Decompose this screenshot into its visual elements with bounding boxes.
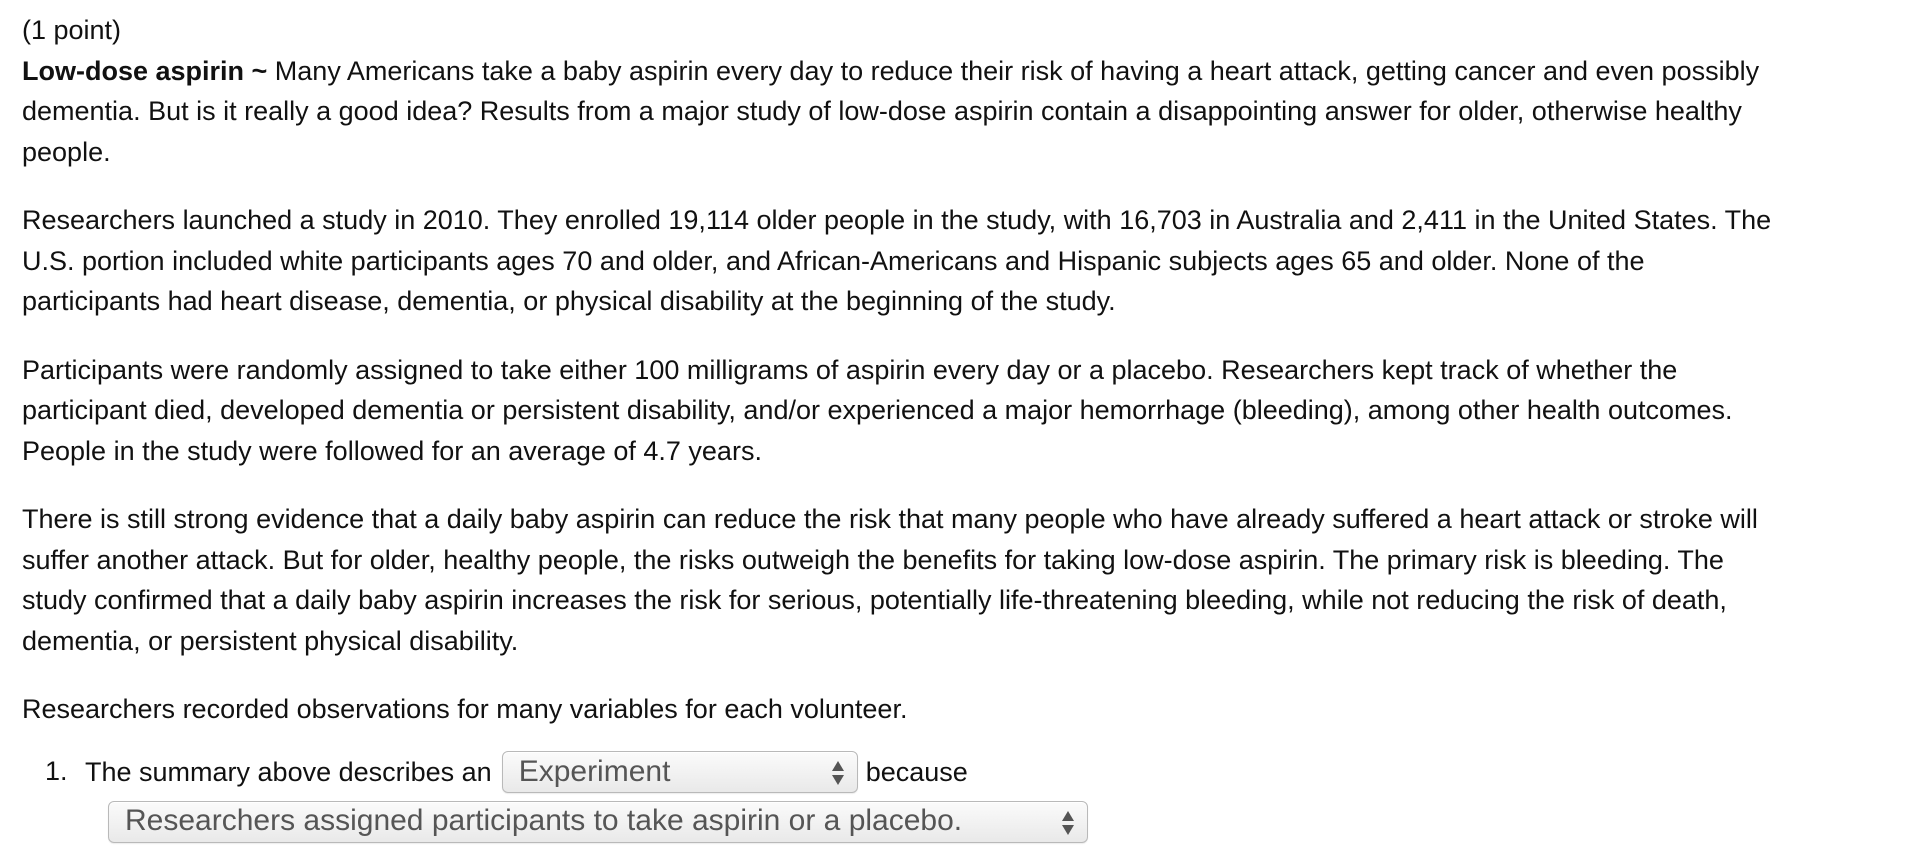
question-suffix: because <box>865 756 968 787</box>
intro-text: Many Americans take a baby aspirin every day to reduce their risk of having a heart attack, getting cancer and even possibly dementia. But is it really a good idea? Results from a major study of low-dose aspirin contain a disappointing answer for older, otherwise healthy people. <box>22 55 1760 167</box>
study-paragraph: Researchers launched a study in 2010. They enrolled 19,114 older people in the study, with 16,703 in Australia and 2,411 in the United States. The U.S. portion included white participants ages 70 and older, and African-Americans and Hispanic subjects ages 65 and older. None of the participants had heart disease, dementia, or physical disability at the beginning of the study. <box>22 205 1772 316</box>
question-list <box>22 748 1782 846</box>
question-1-reason-row <box>22 796 1782 846</box>
question-content <box>22 10 1782 846</box>
up-down-chevron-icon <box>831 759 845 787</box>
study-type-select[interactable] <box>502 751 858 793</box>
points-label: (1 point) <box>22 15 122 45</box>
intro-bold-lead: Low-dose aspirin ~ <box>22 55 268 86</box>
up-down-chevron-icon <box>1061 809 1075 837</box>
study-type-selected-value: Experiment <box>518 754 671 788</box>
findings-paragraph: There is still strong evidence that a daily baby aspirin can reduce the risk that many people who have already suffered a heart attack or stroke will suffer another attack. But for older, healthy people, the risks outweigh the benefits for taking low-dose aspirin. The primary risk is bleeding. The study confirmed that a daily baby aspirin increases the risk for serious, potentially life-threatening bleeding, while not reducing the risk of death, dementia, or persistent physical disability. <box>22 504 1758 656</box>
assignment-paragraph: Participants were randomly assigned to take either 100 milligrams of aspirin every day or a placebo. Researchers kept track of whether the participant died, developed dementia or persistent disability, and/or experienced a major hemorrhage (bleeding), among other health outcomes. People in the study were followed for an average of 4.7 years. <box>22 354 1733 466</box>
reason-selected-value: Researchers assigned participants to take aspirin or a placebo. <box>125 804 963 838</box>
question-item-1 <box>22 748 1782 846</box>
reason-select[interactable] <box>108 801 1088 843</box>
question-prefix: The summary above describes an <box>85 756 492 787</box>
variables-paragraph: Researchers recorded observations for many variables for each volunteer. <box>22 694 908 724</box>
intro-paragraph <box>22 51 1782 173</box>
question-number: 1. <box>45 755 68 786</box>
question-1-row <box>22 748 1782 796</box>
